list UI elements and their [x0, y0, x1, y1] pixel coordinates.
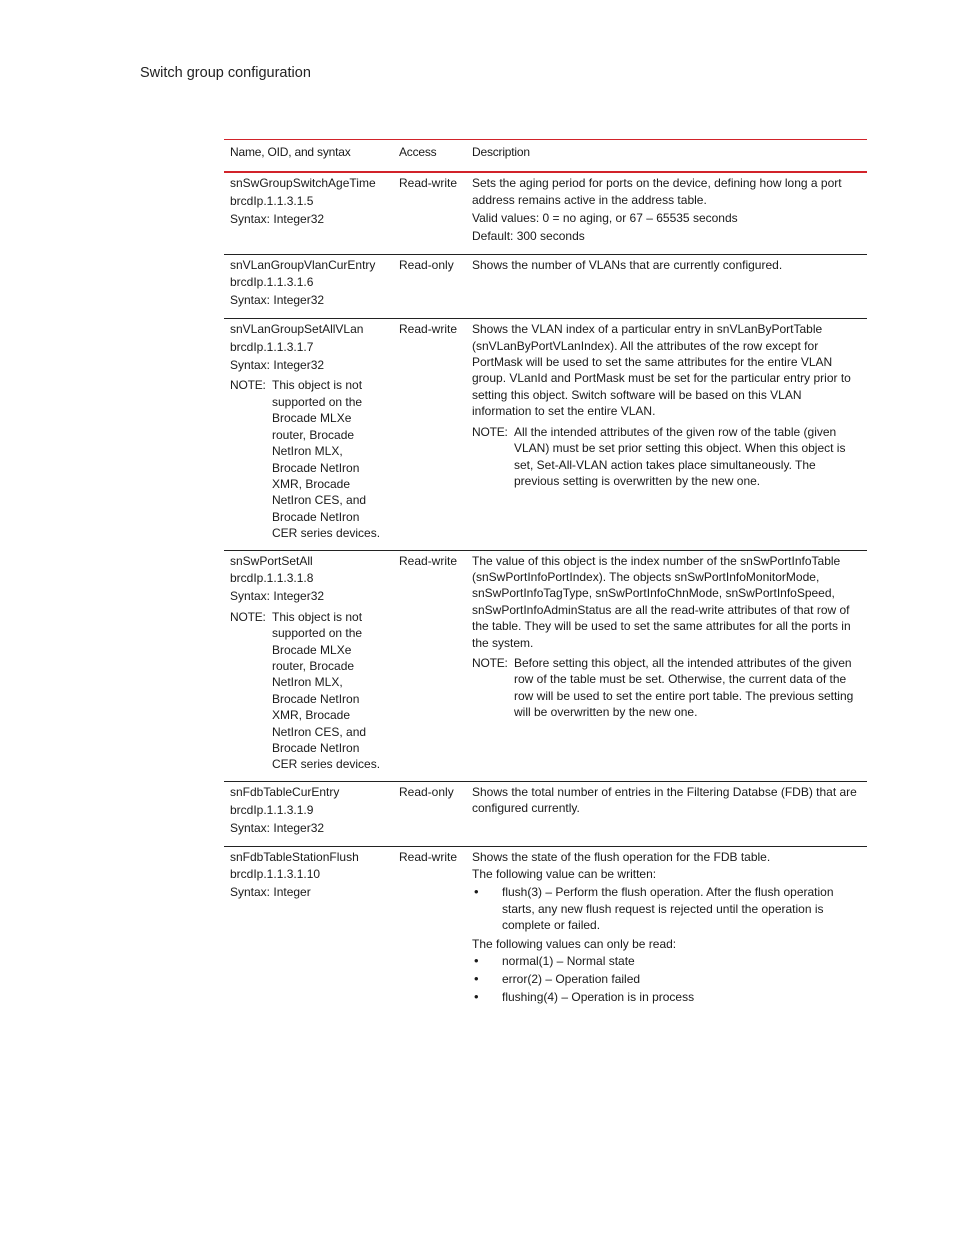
description-text: Sets the aging period for ports on the device, defining how long a port address remains active in the address table. [472, 176, 842, 207]
object-oid: brcdIp.1.1.3.1.10 [230, 867, 321, 882]
object-name: snSwPortSetAll [230, 553, 313, 568]
name-cell [224, 550, 393, 781]
access-cell: Read-only [399, 784, 454, 799]
access-cell: Read-write [399, 849, 458, 864]
table-row [224, 781, 867, 846]
description-cell [466, 254, 867, 319]
access-cell: Read-write [399, 176, 458, 191]
object-name: snFdbTableStationFlush [230, 849, 359, 864]
column-header-access: Access [399, 145, 437, 159]
object-syntax: Syntax: Integer32 [230, 293, 325, 308]
name-cell [224, 319, 393, 550]
list-item [472, 953, 861, 969]
access-cell: Read-only [399, 257, 454, 272]
object-syntax: Syntax: Integer32 [230, 358, 325, 373]
description-text: Valid values: 0 = no aging, or 67 – 65535 seconds [472, 210, 738, 225]
object-name: snVLanGroupSetAllVLan [230, 322, 364, 337]
description-cell [466, 846, 867, 1016]
description-text: Shows the VLAN index of a particular entry in snVLanByPortTable (snVLanByPortVLanIndex). All the attributes of the row except for PortMask will be used to set the same attributes for the entire VLAN group. VLanId and PortMask must be set for the particular entry prior to setting this object. Switch software will be based on this VLAN information to set the entire VLAN. [472, 322, 851, 419]
name-cell [224, 254, 393, 319]
list-item [472, 971, 861, 987]
description-cell [466, 319, 867, 550]
object-name: snFdbTableCurEntry [230, 784, 340, 799]
description-text: The following values can only be read: [472, 936, 677, 951]
description-cell [466, 550, 867, 781]
bullet-text: error(2) – Operation failed [502, 972, 641, 987]
name-note [230, 377, 387, 541]
object-syntax: Syntax: Integer32 [230, 589, 325, 604]
mib-object-table [224, 139, 867, 1016]
name-cell [224, 172, 393, 254]
note-text: All the intended attributes of the given row of the table (given VLAN) must be set prior setting this object. When this object is set, Set-All-VLAN action takes place simultaneously. The previous setting is overwritten by the new one. [514, 424, 846, 488]
bullet-icon: • [474, 884, 479, 900]
table-row [224, 846, 867, 1016]
bullet-text: normal(1) – Normal state [502, 954, 635, 969]
object-oid: brcdIp.1.1.3.1.9 [230, 802, 314, 817]
bullet-icon: • [474, 971, 479, 987]
table-row [224, 550, 867, 781]
description-cell [466, 172, 867, 254]
description-text: Shows the total number of entries in the Filtering Databse (FDB) that are configured currently. [472, 784, 857, 816]
description-text: The following value can be written: [472, 867, 657, 882]
table-row [224, 254, 867, 319]
column-header-description: Description [472, 145, 530, 159]
object-syntax: Syntax: Integer [230, 885, 311, 900]
object-name: snSwGroupSwitchAgeTime [230, 176, 376, 191]
name-cell [224, 846, 393, 1016]
bullet-text: flush(3) – Perform the flush operation. After the flush operation starts, any new flush request is rejected until the operation is complete or failed. [502, 885, 834, 933]
write-values-list [472, 884, 861, 933]
note-label: NOTE: [230, 378, 266, 393]
table-row [224, 319, 867, 550]
list-item [472, 884, 861, 933]
bullet-icon: • [474, 953, 479, 969]
description-note [472, 424, 861, 490]
description-note [472, 655, 861, 721]
object-name: snVLanGroupVlanCurEntry [230, 257, 376, 272]
bullet-icon: • [474, 989, 479, 1005]
note-text: Before setting this object, all the intended attributes of the given row of the table must be set. Otherwise, the current data of the row will be used to set the entire port table. The previous setting will be overwritten by the new one. [514, 655, 854, 720]
read-values-list [472, 953, 861, 1005]
description-text: Shows the state of the flush operation for the FDB table. [472, 849, 771, 864]
name-cell [224, 781, 393, 846]
access-cell: Read-write [399, 322, 458, 337]
object-oid: brcdIp.1.1.3.1.6 [230, 275, 314, 290]
name-note [230, 609, 387, 773]
description-text: Shows the number of VLANs that are currently configured. [472, 257, 783, 272]
list-item [472, 989, 861, 1005]
description-text: The value of this object is the index number of the snSwPortInfoTable (snSwPortInfoPortIndex). The objects snSwPortInfoMonitorMode, snSwPortInfoTagType, snSwPortInfoChnMode, snSwPortInfoSpeed, snSwPortInfoAdminStatus are all the read-write attributes of that row of the table. They will be used to set the same attributes for all the ports in the system. [472, 553, 851, 650]
object-syntax: Syntax: Integer32 [230, 212, 325, 227]
access-cell: Read-write [399, 553, 458, 568]
description-text: Default: 300 seconds [472, 228, 585, 243]
note-text: This object is not supported on the Brocade MLXe router, Brocade NetIron MLX, Brocade NetIron XMR, Brocade NetIron CES, and Brocade NetIron CER series devices. [272, 609, 381, 772]
table-header-row [224, 140, 867, 173]
object-oid: brcdIp.1.1.3.1.7 [230, 340, 314, 355]
note-label: NOTE: [472, 655, 508, 670]
object-oid: brcdIp.1.1.3.1.5 [230, 194, 314, 209]
note-label: NOTE: [472, 424, 508, 439]
column-header-name: Name, OID, and syntax [230, 145, 351, 159]
description-cell [466, 781, 867, 846]
object-syntax: Syntax: Integer32 [230, 820, 325, 835]
running-header: Switch group configuration [140, 65, 311, 81]
note-text: This object is not supported on the Brocade MLXe router, Brocade NetIron MLX, Brocade NetIron XMR, Brocade NetIron CES, and Brocade NetIron CER series devices. [272, 378, 381, 541]
object-oid: brcdIp.1.1.3.1.8 [230, 571, 314, 586]
note-label: NOTE: [230, 609, 266, 624]
bullet-text: flushing(4) – Operation is in process [502, 990, 695, 1005]
table-row [224, 172, 867, 254]
